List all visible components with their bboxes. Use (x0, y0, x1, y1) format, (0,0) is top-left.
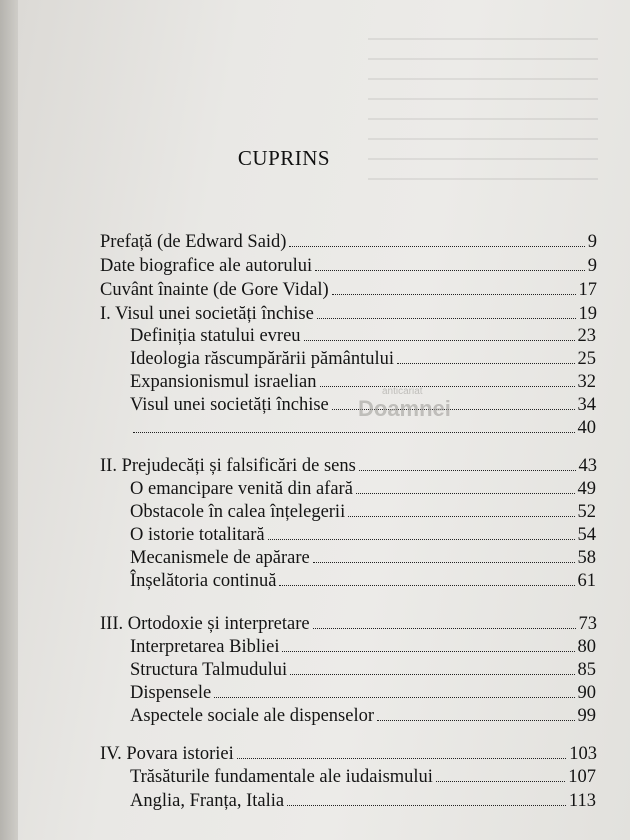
toc-entry (100, 744, 597, 765)
toc-entry-page: 34 (577, 395, 596, 415)
toc-entry-label: Expansionismul israelian (130, 372, 317, 392)
toc-entry-page: 61 (577, 571, 596, 591)
book-spine-edge (0, 0, 18, 840)
leader-dots (304, 340, 575, 341)
toc-entry-label: Prefață (de Edward Said) (100, 232, 287, 252)
toc-entry-label: Dispensele (130, 683, 212, 703)
toc-entry-page: 90 (577, 683, 596, 703)
toc-entry-label: Înșelătoria continuă (130, 571, 277, 591)
leader-dots (282, 651, 574, 652)
toc-entry-page: 73 (578, 614, 597, 634)
toc-entry (130, 479, 596, 500)
toc-entry-label: Aspectele sociale ale dispenselor (130, 706, 374, 726)
toc-entry (130, 395, 596, 416)
toc-entry (130, 767, 596, 788)
toc-entry-page: 43 (578, 456, 597, 476)
toc-entry-page: 23 (577, 326, 596, 346)
toc-entry (100, 256, 597, 277)
toc-entry-label: Obstacole în calea înțelegerii (130, 502, 346, 522)
leader-dots (320, 386, 575, 387)
toc-entry (130, 349, 596, 370)
toc-entry (130, 571, 596, 592)
toc-entry-label: IV. Povara istoriei (100, 744, 234, 764)
leader-dots (359, 470, 576, 471)
toc-entry-page: 17 (578, 280, 597, 300)
page-title: CUPRINS (237, 146, 331, 170)
toc-entry-page: 52 (577, 502, 596, 522)
toc-entry-label: I. Visul unei societăți închise (100, 304, 314, 324)
leader-dots (377, 720, 575, 721)
leader-dots (332, 409, 575, 410)
toc-entry-page: 32 (577, 372, 596, 392)
leader-dots (290, 674, 574, 675)
toc-entry-label: Anglia, Franța, Italia (130, 791, 285, 811)
leader-dots (279, 585, 574, 586)
toc-entry (100, 232, 597, 253)
leader-dots (332, 294, 576, 295)
toc-entry-label: Interpretarea Bibliei (130, 637, 280, 657)
toc-entry-label: II. Prejudecăți și falsificări de sens (100, 456, 356, 476)
toc-entry-label: O istorie totalitară (130, 525, 265, 545)
toc-entry-label: Visul unei societăți închise (130, 395, 329, 415)
leader-dots (356, 493, 575, 494)
toc-entry-page: 80 (577, 637, 596, 657)
watermark-small-text: anticariat (382, 386, 423, 397)
toc-entry-page: 25 (577, 349, 596, 369)
toc-entry-label: Ideologia răscumpărării pământului (130, 349, 395, 369)
toc-entry-label: Mecanismele de apărare (130, 548, 310, 568)
leader-dots (313, 562, 575, 563)
toc-entry (130, 706, 596, 727)
toc-entry-page: 9 (587, 232, 597, 252)
leader-dots (436, 781, 565, 782)
toc-entry-page: 85 (577, 660, 596, 680)
bleed-through-text (368, 20, 598, 230)
toc-entry-label: Definiția statului evreu (130, 326, 301, 346)
toc-entry-label: Structura Talmudului (130, 660, 288, 680)
leader-dots (348, 516, 574, 517)
toc-entry-page: 103 (569, 744, 597, 764)
toc-entry-page: 9 (587, 256, 597, 276)
book-page (18, 0, 630, 840)
leader-dots (287, 805, 566, 806)
toc-entry-page: 49 (577, 479, 596, 499)
toc-entry-label: III. Ortodoxie și interpretare (100, 614, 310, 634)
toc-entry-label: Date biografice ale autorului (100, 256, 313, 276)
watermark-logo-text: Doamnei (358, 396, 451, 421)
toc-entry-page: 58 (577, 548, 596, 568)
leader-dots (313, 628, 576, 629)
toc-entry (130, 548, 596, 569)
toc-entry-page: 107 (568, 767, 596, 787)
toc-entry (130, 683, 596, 704)
toc-entry (100, 456, 597, 477)
toc-entry (130, 372, 596, 393)
toc-entry-label: Cuvânt înainte (de Gore Vidal) (100, 280, 329, 300)
toc-entry (100, 304, 597, 325)
toc-entry (130, 418, 596, 439)
toc-entry (130, 660, 596, 681)
toc-entry-page: 113 (568, 791, 596, 811)
toc-entry-label: Trăsăturile fundamentale ale iudaismului (130, 767, 433, 787)
toc-entry-page: 19 (578, 304, 597, 324)
toc-entry-page: 99 (577, 706, 596, 726)
toc-entry (130, 326, 596, 347)
toc-entry-page: 54 (577, 525, 596, 545)
toc-entry (100, 280, 597, 301)
toc-entry (130, 791, 596, 812)
leader-dots (133, 432, 575, 433)
toc-entry-page: 40 (577, 418, 596, 438)
leader-dots (317, 318, 576, 319)
toc-entry (130, 637, 596, 658)
leader-dots (268, 539, 575, 540)
toc-entry (130, 502, 596, 523)
leader-dots (289, 246, 584, 247)
toc-entry-label: O emancipare venită din afară (130, 479, 353, 499)
toc-entry (100, 614, 597, 635)
leader-dots (397, 363, 574, 364)
leader-dots (214, 697, 574, 698)
leader-dots (237, 758, 566, 759)
leader-dots (315, 270, 585, 271)
toc-entry (130, 525, 596, 546)
